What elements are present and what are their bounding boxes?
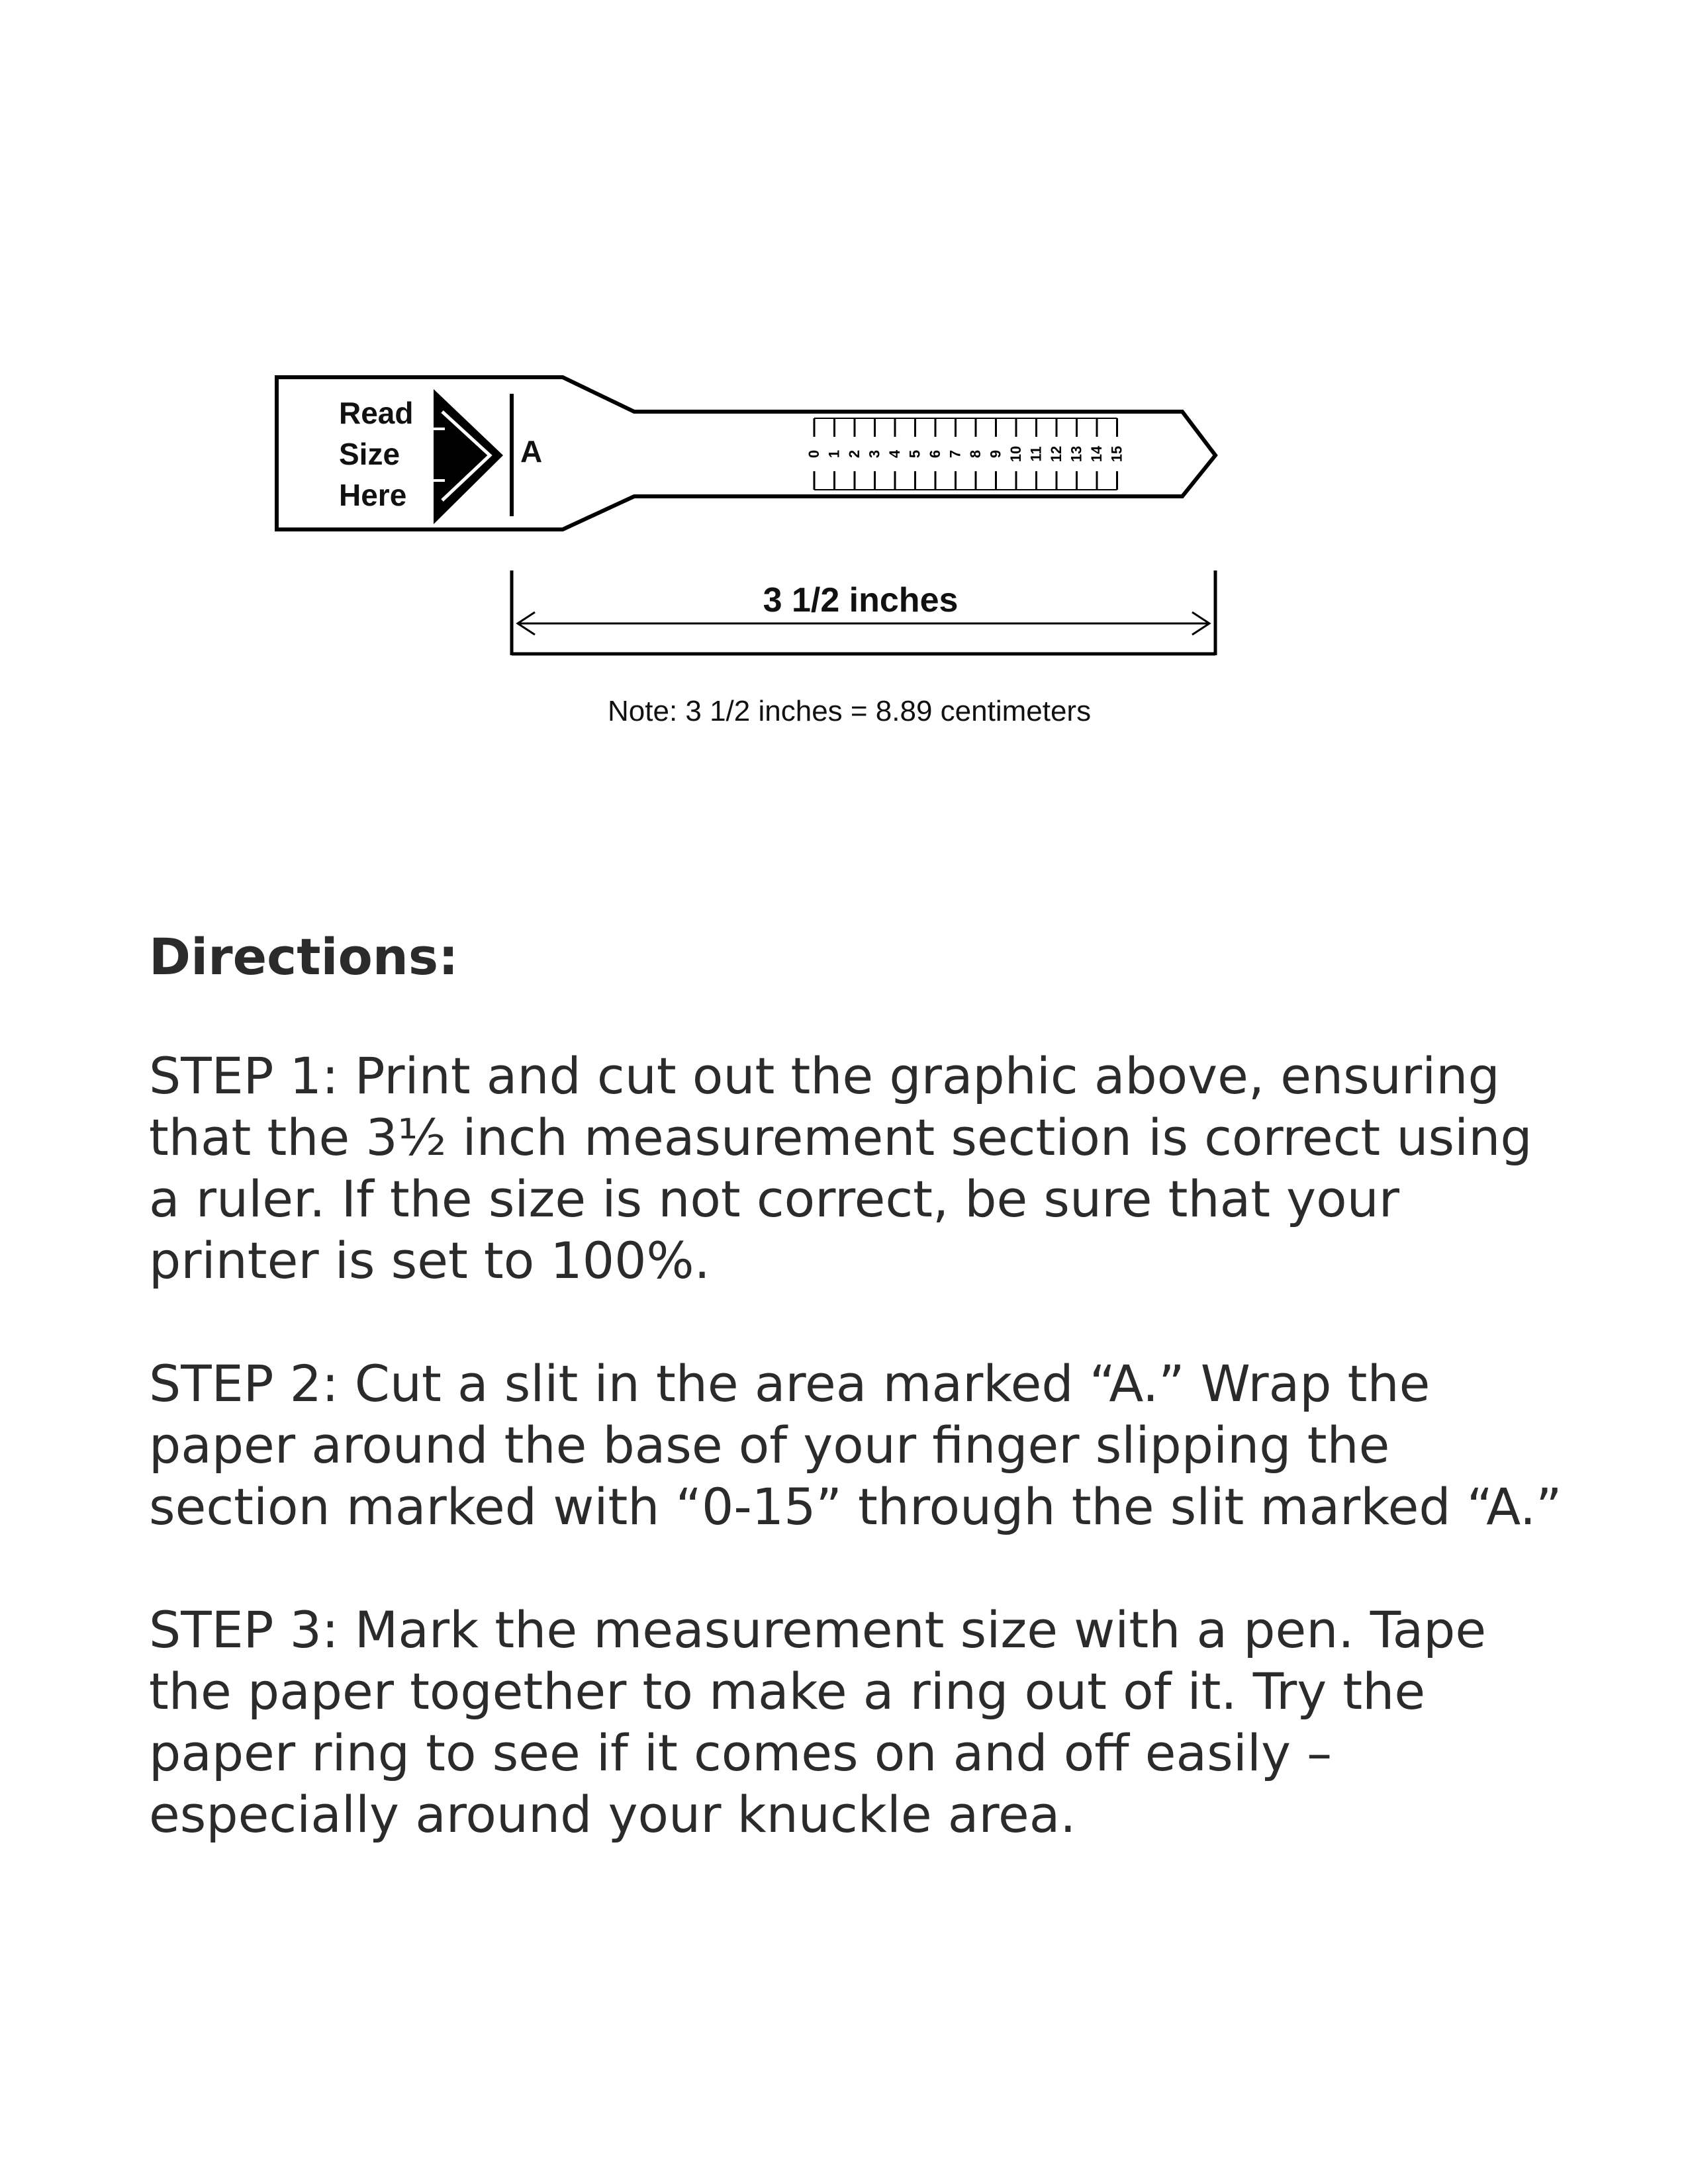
read-size-label-line-2: Size (339, 437, 400, 471)
scale-number-5: 5 (906, 449, 923, 459)
directions-heading: Directions: (149, 927, 459, 986)
scale-number-2: 2 (846, 449, 863, 459)
scale-number-0: 0 (806, 449, 822, 459)
scale-number-14: 14 (1088, 445, 1105, 463)
measure-label: 3 1/2 inches (763, 581, 959, 619)
scale-number-4: 4 (886, 449, 903, 459)
step-3-text: STEP 3: Mark the measurement size with a pen. Tape the paper together to make a ring out of it. Try the paper ring to see if it comes on and off easily – especially around your knuckle area. (149, 1600, 1487, 1844)
directions-section (149, 927, 1572, 1907)
read-size-label-line-3: Here (339, 478, 407, 512)
scale-number-10: 10 (1008, 445, 1024, 463)
scale-number-12: 12 (1048, 445, 1064, 463)
scale-number-6: 6 (927, 449, 943, 459)
scale-number-3: 3 (866, 449, 883, 459)
scale-number-15: 15 (1108, 445, 1125, 463)
scale-number-7: 7 (947, 449, 964, 459)
scale-number-13: 13 (1068, 445, 1085, 463)
conversion-note: Note: 3 1/2 inches = 8.89 centimeters (608, 695, 1092, 727)
read-size-label-line-1: Read (339, 396, 414, 430)
scale-number-1: 1 (825, 449, 843, 459)
step-2-text: STEP 2: Cut a slit in the area marked “A.” Wrap the paper around the base of your finger slipping the section marked with “0-15” through the slit marked “A.” (149, 1354, 1562, 1537)
slit-label: A (520, 434, 543, 469)
scale-number-9: 9 (987, 449, 1004, 459)
ring-sizer-figure (0, 0, 1688, 728)
step-1-text: STEP 1: Print and cut out the graphic above, ensuring that the 3½ inch measurement section is correct using a ruler. If the size is not correct, be sure that your printer is set to 100%. (149, 1046, 1532, 1291)
scale-number-11: 11 (1027, 446, 1045, 462)
scale-number-8: 8 (967, 449, 984, 459)
